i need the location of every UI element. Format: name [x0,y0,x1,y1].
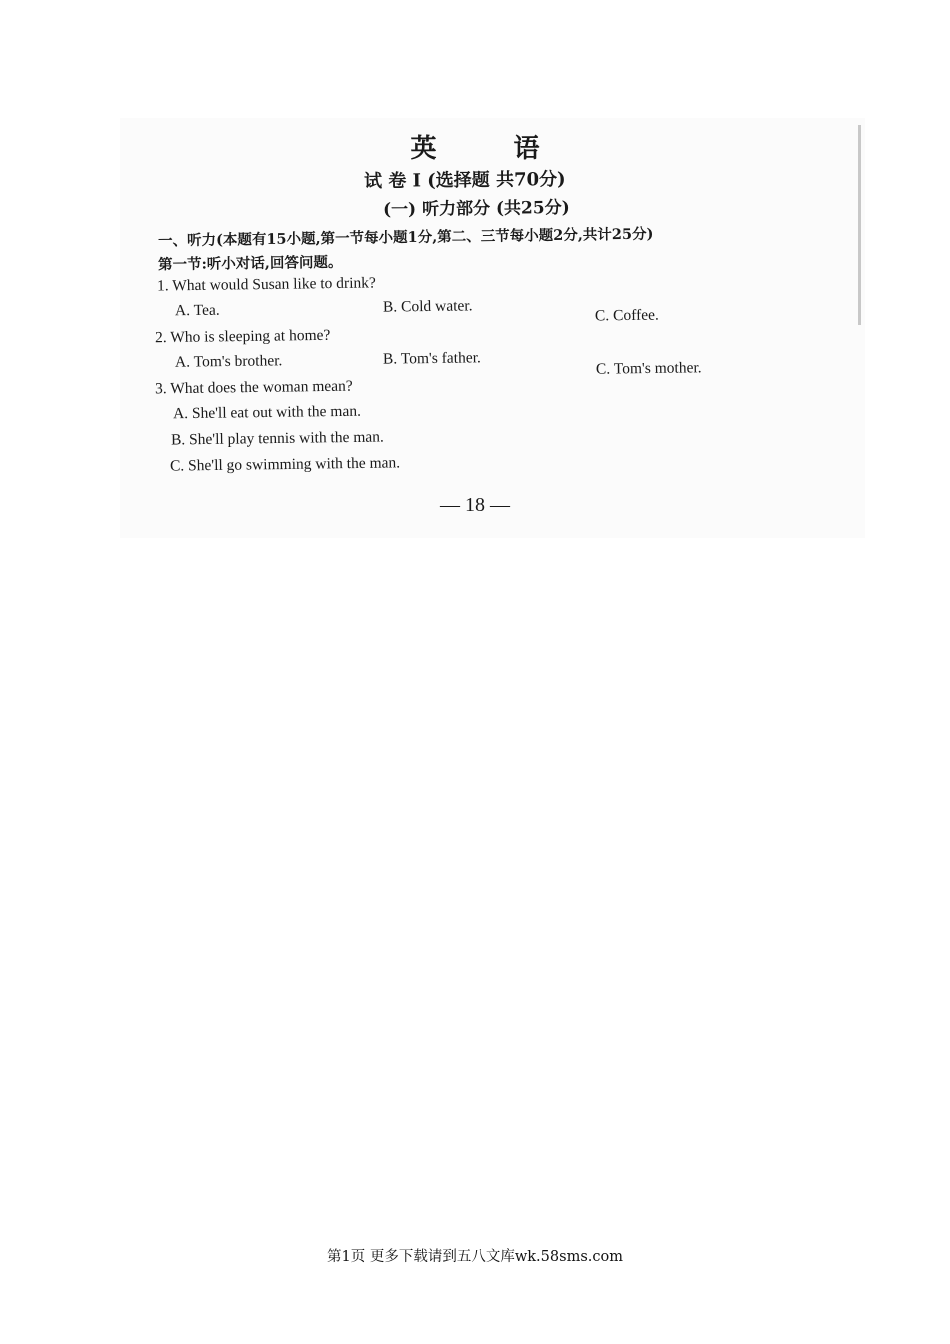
question-2: 2. Who is sleeping at home? [154,326,331,347]
question-1-option-c: C. Coffee. [594,306,659,325]
question-3-option-a: A. She'll eat out with the man. [172,402,362,423]
page-number: — 18 — [440,494,510,516]
question-3-option-b: B. She'll play tennis with the man. [170,428,384,449]
paper-subtitle: 试 卷 I (选择题 共70分) [363,168,566,193]
section-subheading: 第一节:听小对话,回答问题。 [157,253,343,274]
question-1-option-a: A. Tea. [174,301,220,320]
question-1-option-b: B. Cold water. [382,297,473,316]
download-footer: 第1页 更多下载请到五八文库wk.58sms.com [327,1249,623,1265]
question-3-option-c: C. She'll go swimming with the man. [169,454,401,475]
question-2-option-b: B. Tom's father. [382,349,481,368]
listening-part-title: (一) 听力部分 (共25分) [382,198,570,220]
exam-subject-title: 英 语 [410,134,574,164]
question-3: 3. What does the woman mean? [154,377,353,398]
question-2-option-c: C. Tom's mother. [595,359,702,378]
question-2-option-a: A. Tom's brother. [174,352,283,371]
section-heading: 一、听力(本题有15小题,第一节每小题1分,第二、三节每小题2分,共计25分) [157,225,654,250]
question-1: 1. What would Susan like to drink? [156,274,376,295]
